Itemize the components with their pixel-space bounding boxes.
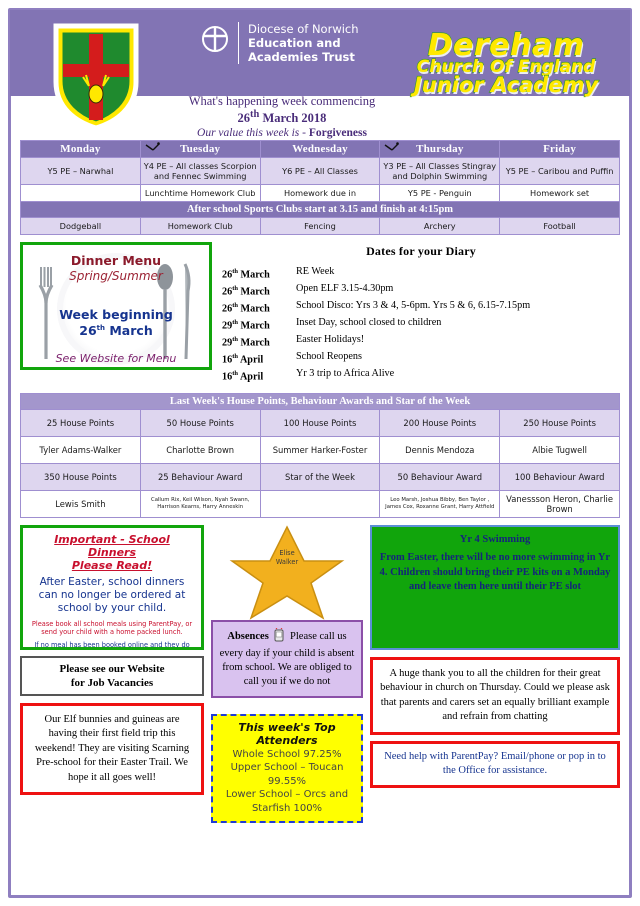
dinner-menu-footer: See Website for Menu	[55, 352, 177, 366]
house-points-band-label: Last Week's House Points, Behaviour Awards and Star of the Week	[21, 393, 620, 409]
attender-line: Whole School 97.25%	[232, 748, 342, 760]
table-row	[21, 436, 620, 463]
timetable-cell: Football	[500, 218, 620, 235]
diary-event: School Reopens	[296, 350, 362, 362]
timetable-row-homework	[21, 185, 620, 202]
dinner-menu-title: Dinner Menu	[70, 253, 162, 268]
logo-line-1: Dereham	[427, 28, 585, 63]
table-row	[21, 463, 620, 490]
diary-date: 16th April	[222, 369, 264, 383]
star-of-the-week-name: Elise Walker	[275, 548, 299, 566]
diary-entry	[222, 317, 620, 333]
timetable-cell: Y5 PE – Caribou and Puffin	[500, 158, 620, 185]
diocese-line-2: Education and	[248, 36, 341, 50]
top-attenders-heading: This week's Top Attenders	[238, 720, 336, 748]
day-header-wednesday: Wednesday	[260, 141, 380, 158]
house-points-header-cell: 50 Behaviour Award	[380, 463, 500, 490]
house-points-name-cell: Lewis Smith	[21, 490, 141, 517]
dinner-menu-week: Week beginning 26th March	[59, 307, 173, 338]
timetable-cell: Lunchtime Homework Club	[140, 185, 260, 202]
house-points-band-row	[21, 393, 620, 409]
timetable-header-row	[21, 141, 620, 158]
school-dinners-paragraph-2: Please book all school meals using ParentPay, or send your child with a home packed lunch.	[31, 619, 193, 637]
dinner-menu-season: Spring/Summer	[69, 269, 163, 283]
diary-date: 29th March	[222, 335, 270, 349]
job-vacancies-notice	[20, 656, 204, 696]
timetable-clubs-band-row	[21, 202, 620, 218]
diary-event: Inset Day, school closed to children	[296, 316, 442, 328]
house-points-name-cell: Albie Tugwell	[500, 436, 620, 463]
house-points-name-cell	[260, 490, 380, 517]
table-row	[21, 409, 620, 436]
house-points-name-cell: Charlotte Brown	[140, 436, 260, 463]
house-points-header-cell: 350 House Points	[21, 463, 141, 490]
attender-line: Upper School – Toucan 99.55%	[230, 762, 344, 787]
table-row	[21, 490, 620, 517]
absences-notice	[211, 620, 363, 698]
house-points-name-cell: Leo Marsh, Joshua Bibby, Ben Taylor , James Cox, Roxanne Grant, Harry Attfield	[380, 490, 500, 517]
school-dinners-notice	[20, 525, 204, 650]
diary-event: RE Week	[296, 266, 335, 277]
timetable-cell: Homework Club	[140, 218, 260, 235]
diary-event: Yr 3 trip to Africa Alive	[296, 367, 395, 379]
diocese-line-3: Academies Trust	[248, 50, 355, 64]
diary-heading: Dates for your Diary	[366, 244, 476, 258]
absences-text: Please call us every day if your child is absent from school. We are obliged to call you if we do not	[219, 630, 355, 687]
diary-event: Open ELF 3.15-4.30pm	[296, 282, 394, 294]
week-date: 26th March 2018	[237, 109, 327, 126]
diary-entry	[222, 283, 620, 299]
house-points-name-cell: Callum Rix, Keil Wilson, Nyah Swann, Harrison Kearns, Harry Anneskin	[140, 490, 260, 517]
diary-entry	[222, 300, 620, 316]
day-header-monday: Monday	[21, 141, 141, 158]
value-of-week: Our value this week is - Forgiveness	[197, 127, 367, 140]
timetable-row-clubs	[21, 218, 620, 235]
bottom-right-column	[370, 525, 620, 788]
swimmer-icon	[145, 142, 161, 152]
diary-event: School Disco: Yrs 3 & 4, 5-6pm. Yrs 5 & 6, 6.15-7.15pm	[296, 299, 531, 311]
house-points-header-cell: 25 Behaviour Award	[140, 463, 260, 490]
diary-date: 16th April	[222, 352, 264, 366]
bottom-middle-column	[211, 525, 363, 824]
diary-date: 29th March	[222, 318, 270, 332]
star-of-the-week-graphic	[211, 525, 363, 620]
timetable-cell: Y6 PE – All Classes	[260, 158, 380, 185]
elf-bunnies-notice: Our Elf bunnies and guineas are having their first field trip this weekend! They are visiting Scarning Pre-school for their Easter Trail. We hope it all goes well!	[20, 703, 204, 796]
top-attenders-box	[211, 714, 363, 824]
house-points-header-cell: 25 House Points	[21, 409, 141, 436]
timetable-cell: Fencing	[260, 218, 380, 235]
attender-line: Lower School – Orcs and Starfish 100%	[225, 789, 349, 814]
timetable-cell: Homework set	[500, 185, 620, 202]
school-dinners-heading: Important - School Dinners Please Read!	[54, 532, 170, 572]
yr4-swimming-notice	[370, 525, 620, 650]
house-points-header-cell: 50 House Points	[140, 409, 260, 436]
timetable-cell: Homework due in	[260, 185, 380, 202]
dinner-menu-box	[20, 242, 212, 370]
school-dinners-paragraph-3: If no meal has been booked online and they do	[34, 640, 190, 649]
diary-entry	[222, 266, 620, 282]
thank-you-notice: A huge thank you to all the children for their great behaviour in church on Thursday. Could we please ask that parents and carers set an equally brilliant example and refrain from chatting	[370, 657, 620, 735]
house-points-header-cell: Star of the Week	[260, 463, 380, 490]
school-crest-icon	[48, 20, 144, 132]
logo-line-3: Junior Academy	[413, 73, 599, 98]
yr4-swimming-heading: Yr 4 Swimming	[459, 533, 531, 545]
timetable-cell: Y3 PE – All Classes Stingray and Dolphin Swimming	[380, 158, 500, 185]
diary-date: 26th March	[222, 268, 270, 281]
week-heading	[152, 94, 412, 139]
day-header-tuesday: Tuesday	[140, 141, 260, 158]
diary-entry	[222, 351, 620, 367]
job-vacancies-line-2: for Job Vacancies	[70, 676, 154, 689]
absences-label: Absences	[227, 630, 269, 642]
swimmer-icon	[384, 142, 400, 152]
house-points-name-cell: Vanessson Heron, Charlie Brown	[500, 490, 620, 517]
diary-date: 26th March	[222, 284, 270, 298]
diocese-text	[238, 22, 359, 64]
diocese-logo	[200, 22, 359, 64]
house-points-name-cell: Dennis Mendoza	[380, 436, 500, 463]
school-dinners-paragraph-1: After Easter, school dinners can no longer be ordered at school by your child.	[38, 575, 186, 614]
diocese-line-1: Diocese of Norwich	[248, 22, 359, 36]
diary-event: Easter Holidays!	[296, 333, 365, 345]
timetable-cell: Y5 PE – Narwhal	[21, 158, 141, 185]
house-points-header-cell: 250 House Points	[500, 409, 620, 436]
diary-date: 26th March	[222, 301, 270, 315]
diary-entry	[222, 334, 620, 350]
school-name-logo	[398, 28, 614, 98]
parentpay-help-notice: Need help with ParentPay? Email/phone or pop in to the Office for assistance.	[370, 741, 620, 788]
timetable-cell	[21, 185, 141, 202]
house-points-table	[20, 393, 620, 518]
header	[20, 16, 620, 140]
diary-entry	[222, 368, 620, 384]
day-header-friday: Friday	[500, 141, 620, 158]
timetable-cell: Dodgeball	[21, 218, 141, 235]
timetable-cell: Y4 PE – All classes Scorpion and Fennec Swimming	[140, 158, 260, 185]
house-points-name-cell: Tyler Adams-Walker	[21, 436, 141, 463]
timetable-cell: Y5 PE - Penguin	[380, 185, 500, 202]
day-header-thursday: Thursday	[380, 141, 500, 158]
house-points-header-cell: 200 House Points	[380, 409, 500, 436]
clubs-band-label: After school Sports Clubs start at 3.15 and finish at 4:15pm	[21, 202, 620, 218]
phone-icon	[273, 628, 285, 647]
house-points-header-cell: 100 Behaviour Award	[500, 463, 620, 490]
diary-section	[222, 242, 620, 385]
job-vacancies-line-1: Please see our Website	[59, 662, 165, 675]
bottom-left-column	[20, 525, 204, 796]
yr4-swimming-text: From Easter, there will be no more swimming in Yr 4. Children should bring their PE kits on a Monday and leave them here until their PE slot	[379, 552, 611, 593]
star-icon	[211, 525, 363, 620]
weekly-timetable	[20, 140, 620, 235]
timetable-cell: Archery	[380, 218, 500, 235]
house-points-name-cell: Summer Harker-Foster	[260, 436, 380, 463]
timetable-row-pe	[21, 158, 620, 185]
logo-line-2: Church Of England	[416, 57, 596, 78]
diocese-cross-icon	[200, 24, 230, 54]
house-points-header-cell: 100 House Points	[260, 409, 380, 436]
whats-happening-label: What's happening week commencing	[188, 94, 376, 108]
